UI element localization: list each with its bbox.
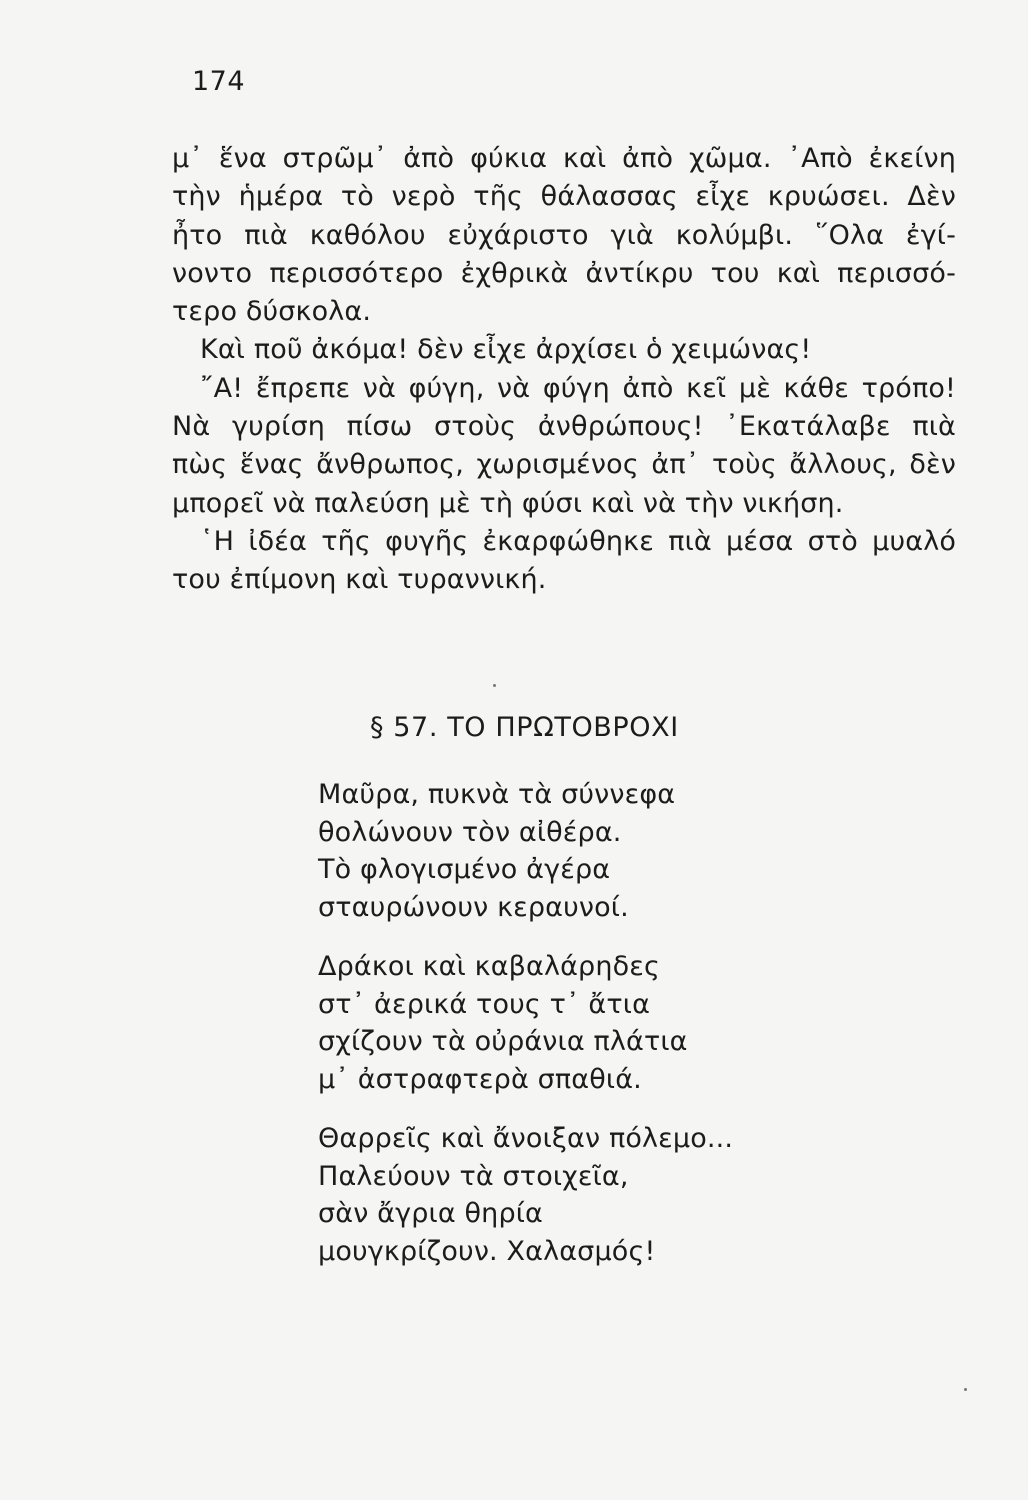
poem-line: σὰν ἄγρια θηρία <box>318 1198 543 1229</box>
poem-stanza-2 <box>318 948 733 1098</box>
prose-line: Καὶ ποῦ ἀκόμα! δὲν εἶχε ἀρχίσει ὁ χειμώνας! <box>200 334 812 366</box>
poem-line: σχίζουν τὰ οὐράνια πλάτια <box>318 1026 688 1057</box>
prose-line: τερο δύσκολα. <box>172 296 372 328</box>
prose-line: Νὰ γυρίση πίσω στοὺς ἀνθρώπους! ᾽Εκατάλαβε πιὰ <box>172 411 956 443</box>
prose-line: νοντο περισσότερο ἐχθρικὰ ἀντίκρυ του καὶ περισσό- <box>172 257 956 289</box>
section-heading: § 57. ΤΟ ΠΡΩΤΟΒΡΟΧΙ <box>370 712 679 743</box>
prose-block <box>172 140 962 600</box>
poem-line: θολώνουν τὸν αἰθέρα. <box>318 816 622 848</box>
poem-line: σταυρώνουν κεραυνοί. <box>318 891 629 923</box>
poem-line: Θαρρεῖς καὶ ἄνοιξαν πόλεμο... <box>318 1123 734 1154</box>
poem-line: Μαῦρα, πυκνὰ τὰ σύννεφα <box>318 779 676 810</box>
poem <box>318 776 733 1292</box>
poem-line: Παλεύουν τὰ στοιχεῖα, <box>318 1160 629 1192</box>
prose-line: πὼς ἕνας ἄνθρωπος, χωρισμένος ἀπ᾽ τοὺς ἄλλους, δὲν <box>172 449 956 481</box>
prose-line: μ᾽ ἕνα στρῶμ᾽ ἀπὸ φύκια καὶ ἀπὸ χῶμα. ᾽Απὸ ἐκείνη <box>172 143 956 174</box>
prose-line: ἦτο πιὰ καθόλου εὐχάριστο γιὰ κολύμβι. ῞Ολα ἐγί- <box>172 219 956 251</box>
poem-line: μ᾽ ἀστραφτερὰ σπαθιά. <box>318 1063 642 1095</box>
poem-line: Δράκοι καὶ καβαλάρηδες <box>318 951 661 982</box>
prose-line: ῎Α! ἔπρεπε νὰ φύγη, νὰ φύγη ἀπὸ κεῖ μὲ κάθε τρόπο! <box>200 372 956 404</box>
poem-line: μουγκρίζουν. Χαλασμός! <box>318 1235 656 1267</box>
print-speck <box>964 1388 967 1391</box>
poem-line: Τὸ φλογισμένο ἀγέρα <box>318 854 611 885</box>
prose-line: μπορεῖ νὰ παλεύση μὲ τὴ φύσι καὶ νὰ τὴν νικήση. <box>172 487 844 519</box>
poem-stanza-1 <box>318 776 733 926</box>
print-speck <box>493 684 496 687</box>
prose-line: τὴν ἡμέρα τὸ νερὸ τῆς θάλασσας εἶχε κρυώσει. Δὲν <box>172 181 956 213</box>
poem-line: στ᾽ ἀερικά τους τ᾽ ἄτια <box>318 988 651 1020</box>
poem-stanza-3 <box>318 1120 733 1270</box>
page-number: 174 <box>192 66 246 97</box>
prose-line: ῾Η ἰδέα τῆς φυγῆς ἐκαρφώθηκε πιὰ μέσα στὸ μυαλό <box>200 525 956 557</box>
prose-line: του ἐπίμονη καὶ τυραννική. <box>172 564 547 596</box>
